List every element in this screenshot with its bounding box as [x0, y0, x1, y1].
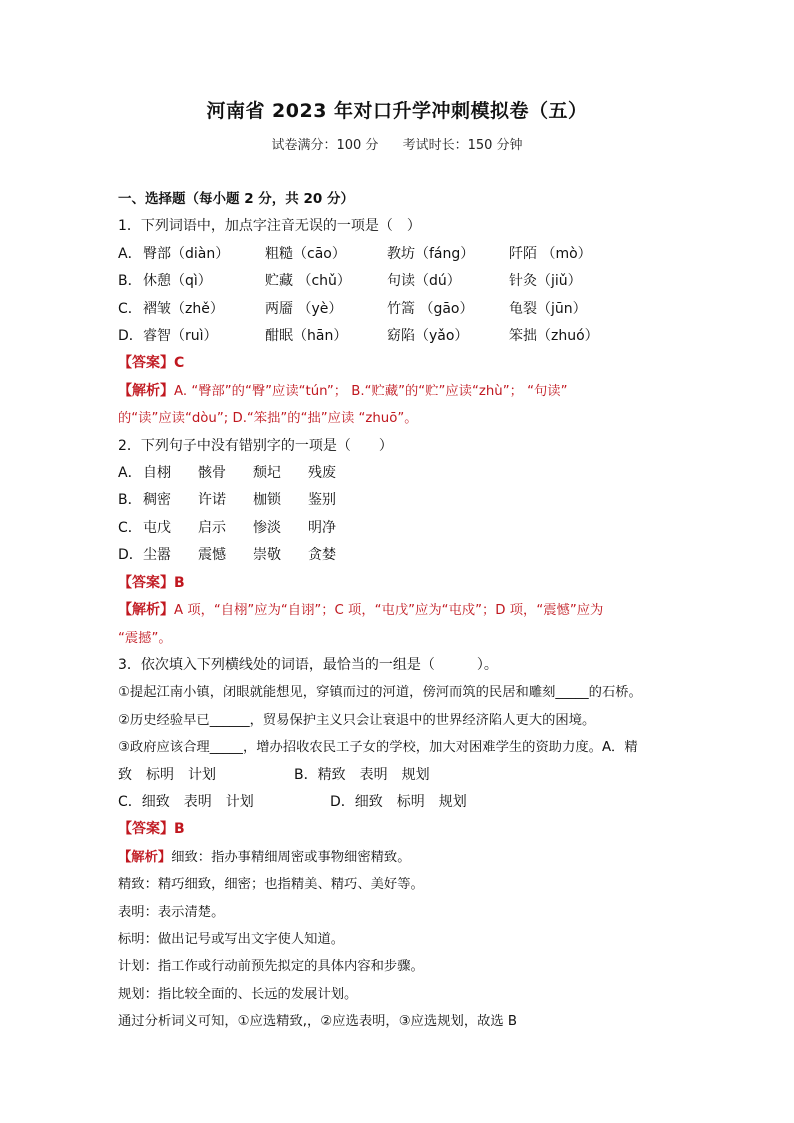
section-heading: 一、选择题（每小题 2 分，共 20 分） — [118, 191, 354, 207]
exam-info — [0, 134, 794, 153]
q2-analysis: 【解析】A 项，“自栩”应为“自诩”；C 项，“屯戊”应为“屯戍”；D 项，“震憾”应为 — [118, 602, 604, 619]
q1-option-b: B． 休憩（qì） 贮藏 （chǔ） 句读（dú） 针灸（jiǔ） — [118, 273, 582, 290]
q2-option-d: D． 尘嚣 震憾 崇敬 贪婪 — [118, 547, 336, 564]
q3-sentence-2: ②历史经验早已______，贸易保护主义只会让衰退中的世界经济陷人更大的困境。 — [118, 712, 596, 728]
q3-def-biaoming: 表明：表示清楚。 — [118, 904, 225, 920]
q3-def-jingzhi: 精致：精巧细致，细密；也指精美、精巧、美好等。 — [118, 877, 424, 893]
exam-duration: 考试时长：150 分钟 — [402, 138, 523, 153]
q1-option-d: D． 睿智（ruì） 酣眠（hān） 窈陷（yǎo） 笨拙（zhuó） — [118, 328, 599, 345]
q3-sentence-1: ①提起江南小镇，闭眼就能想见，穿镇而过的河道，傍河而筑的民居和雕刻_____的石桥。 — [118, 685, 642, 701]
exam-content — [118, 186, 674, 1036]
q3-def-biaoming2: 标明：做出记号或写出文字使人知道。 — [118, 931, 345, 947]
q2-option-c: C． 屯戊 启示 惨淡 明净 — [118, 519, 336, 536]
full-score: 试卷满分：100 分 — [271, 138, 379, 153]
q2-analysis-cont: “震撼”。 — [118, 630, 172, 646]
q3-options-row-1: 致 标明 计划 B．精致 表明 规划 — [118, 766, 430, 783]
q3-options-row-2: C．细致 表明 计划 D．细致 标明 规划 — [118, 793, 467, 810]
question-1-stem: 1．下列词语中，加点字注音无误的一项是（ ） — [118, 218, 421, 235]
q1-option-a: A． 臀部（diàn） 粗糙（cāo） 教坊（fáng） 阡陌 （mò） — [118, 245, 592, 262]
q2-answer: 【答案】B — [118, 574, 185, 591]
q2-option-b: B． 稠密 许诺 枷锁 鉴别 — [118, 492, 336, 509]
q2-option-a: A． 自栩 骸骨 颓圮 残废 — [118, 465, 336, 482]
q1-answer: 【答案】C — [118, 355, 185, 372]
q3-def-jihua: 计划：指工作或行动前预先拟定的具体内容和步骤。 — [118, 959, 424, 975]
q3-analysis: 【解析】细致：指办事精细周密或事物细密精致。 — [118, 849, 411, 865]
q1-analysis: 【解析】A. “臀部”的“臀”应读“tún”； B.“贮藏”的“贮”应读“zhù”； “句读” — [118, 382, 568, 399]
q3-sentence-3: ③政府应该合理_____，增办招收农民工子女的学校，加大对困难学生的资助力度。A．精 — [118, 740, 638, 756]
q1-option-c: C． 褶皱（zhě） 两靥 （yè） 竹篙 （gāo） 龟裂（jūn） — [118, 300, 587, 317]
q1-analysis-cont: 的“读”应读“dòu”; D.“笨拙”的“拙”应读 “zhuō”。 — [118, 411, 418, 427]
question-3-stem: 3．依次填入下列横线处的词语，最恰当的一组是（ ）。 — [118, 656, 498, 673]
page-title: 河南省 2023 年对口升学冲刺模拟卷（五） — [206, 100, 588, 122]
q3-def-guihua: 规划：指比较全面的、长远的发展计划。 — [118, 986, 358, 1002]
question-2-stem: 2．下列句子中没有错别字的一项是（ ） — [118, 437, 393, 454]
q3-answer: 【答案】B — [118, 821, 185, 838]
q3-conclusion: 通过分析词义可知，①应选精致,，②应选表明，③应选规划，故选 B — [118, 1014, 518, 1030]
